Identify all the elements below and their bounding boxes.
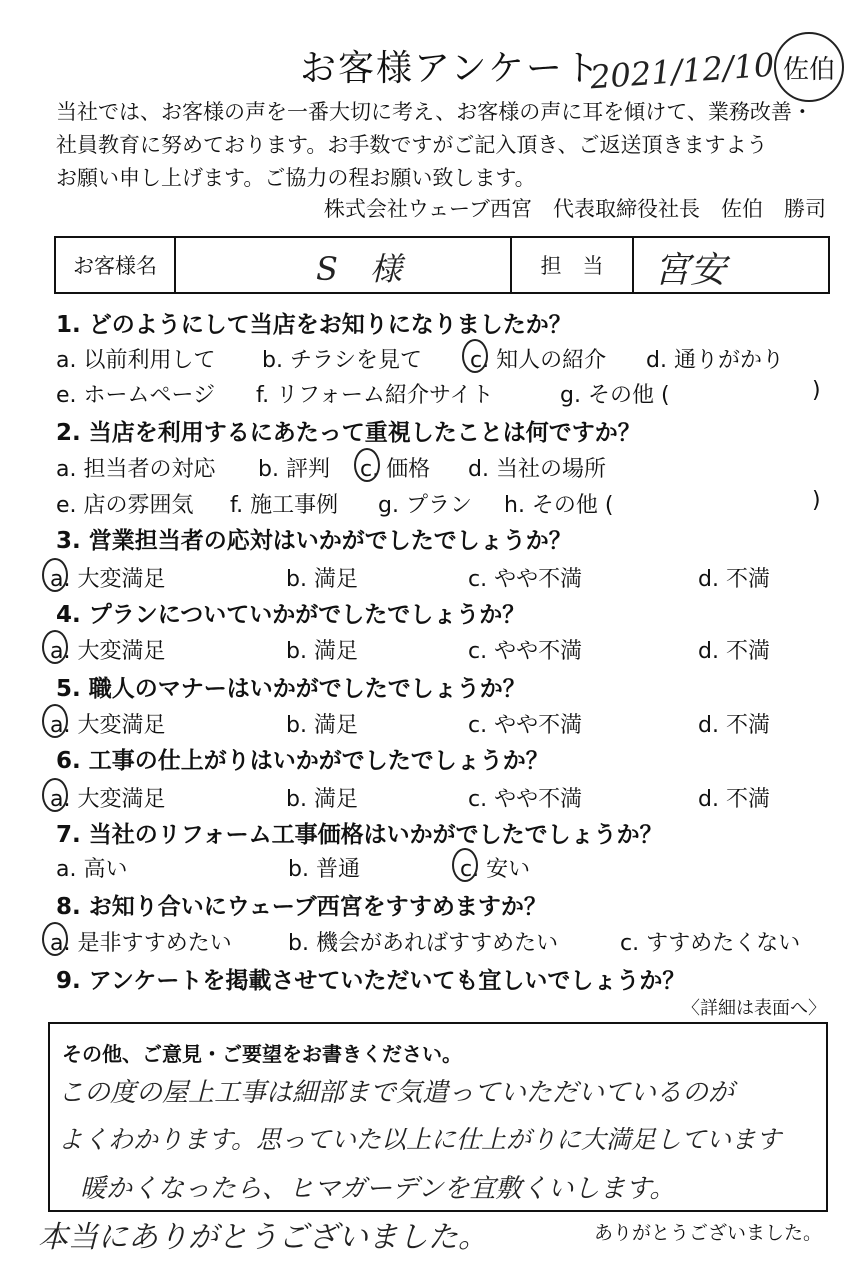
q2-option-h-close: ) xyxy=(812,488,821,513)
q5-option-c: c. やや不満 xyxy=(468,713,583,738)
q1-option-a: a. 以前利用して xyxy=(56,348,216,373)
q6-option-d: d. 不満 xyxy=(698,787,770,812)
company-line: 株式会社ウェーブ西宮 代表取締役社長 佐伯 勝司 xyxy=(323,197,826,221)
q4-option-a: a. 大変満足 xyxy=(50,639,166,664)
q1-option-e: e. ホームページ xyxy=(56,383,216,408)
q4-option-c: c. やや不満 xyxy=(468,639,583,664)
comment-label: その他、ご意見・ご要望をお書きください。 xyxy=(62,1042,462,1066)
comment-line-1: この度の屋上工事は細部まで気遣っていただいているのが xyxy=(58,1078,735,1108)
q3-option-c: c. やや不満 xyxy=(468,567,583,592)
q1-option-c: c. 知人の紹介 xyxy=(470,348,607,373)
q5-option-d: d. 不満 xyxy=(698,713,770,738)
q8-option-b: b. 機会があればすすめたい xyxy=(288,931,559,956)
q4-option-d: d. 不満 xyxy=(698,639,770,664)
q9-text: 9. アンケートを掲載させていただいても宜しいでしょうか？ xyxy=(56,968,686,994)
q1-option-f: f. リフォーム紹介サイト xyxy=(256,383,494,408)
staff-value: 宮安 xyxy=(654,250,727,291)
q7-option-b: b. 普通 xyxy=(288,857,360,882)
q2-option-f: f. 施工事例 xyxy=(230,493,339,518)
q6-text: 6. 工事の仕上がりはいかがでしたでしょうか？ xyxy=(56,748,549,774)
staff-label: 担 当 xyxy=(512,238,634,292)
q1-answer-circle xyxy=(462,339,488,373)
q6-option-c: c. やや不満 xyxy=(468,787,583,812)
intro-line-2: 社員教育に努めております。お手数ですがご記入頂き、ご返送頂きますよう xyxy=(56,133,768,157)
q2-option-c: c. 価格 xyxy=(360,457,431,482)
q4-answer-circle xyxy=(42,630,68,664)
q1-option-b: b. チラシを見て xyxy=(262,348,422,373)
q5-text: 5. 職人のマナーはいかがでしたでしょうか？ xyxy=(56,676,526,702)
q8-option-a: a. 是非すすめたい xyxy=(50,931,232,956)
handwritten-date: 2021/12/10 xyxy=(588,45,776,97)
q6-answer-circle xyxy=(42,778,68,812)
customer-table xyxy=(54,236,830,294)
q7-option-c: c. 安い xyxy=(460,857,531,882)
thanks-text: ありがとうございました。 xyxy=(593,1222,822,1244)
intro-line-1: 当社では、お客様の声を一番大切に考え、お客様の声に耳を傾けて、業務改善・ xyxy=(56,100,813,124)
q2-option-e: e. 店の雰囲気 xyxy=(56,493,194,518)
q3-text: 3. 営業担当者の応対はいかがでしたでしょうか？ xyxy=(56,528,572,554)
staff-field xyxy=(634,238,828,292)
q1-option-g: g. その他 ( xyxy=(560,383,670,408)
intro-line-3: お願い申し上げます。ご協力の程お願い致します。 xyxy=(56,166,536,190)
q3-option-a: a. 大変満足 xyxy=(50,567,166,592)
page-title: お客様アンケート xyxy=(300,48,602,89)
q7-option-a: a. 高い xyxy=(56,857,128,882)
q9-note: 〈詳細は表面へ〉 xyxy=(682,998,826,1019)
q2-option-a: a. 担当者の対応 xyxy=(56,457,216,482)
q3-option-b: b. 満足 xyxy=(286,567,358,592)
q7-answer-circle xyxy=(452,848,478,882)
q3-option-d: d. 不満 xyxy=(698,567,770,592)
q1-text: 1. どのようにして当店をお知りになりましたか？ xyxy=(56,312,572,338)
comment-box xyxy=(48,1022,828,1212)
q5-option-b: b. 満足 xyxy=(286,713,358,738)
q8-answer-circle xyxy=(42,922,68,956)
q2-text: 2. 当店を利用するにあたって重視したことは何ですか？ xyxy=(56,420,641,446)
comment-line-2: よくわかります。思っていた以上に仕上がりに大満足しています xyxy=(58,1125,782,1154)
q2-option-d: d. 当社の場所 xyxy=(468,457,606,482)
q8-option-c: c. すすめたくない xyxy=(620,931,801,956)
q1-option-g-close: ) xyxy=(812,378,821,403)
customer-name-label: お客様名 xyxy=(56,238,176,292)
q8-text: 8. お知り合いにウェーブ西宮をすすめますか？ xyxy=(56,894,547,920)
q4-text: 4. プランについていかがでしたでしょうか？ xyxy=(56,602,526,628)
q2-answer-circle xyxy=(354,448,380,482)
customer-name-value: S 様 xyxy=(316,250,402,288)
handwritten-thanks: 本当にありがとうございました。 xyxy=(38,1220,488,1255)
q5-option-a: a. 大変満足 xyxy=(50,713,166,738)
q1-option-d: d. 通りがかり xyxy=(646,348,784,373)
q6-option-b: b. 満足 xyxy=(286,787,358,812)
q2-option-b: b. 評判 xyxy=(258,457,330,482)
q2-option-g: g. プラン xyxy=(378,493,472,518)
comment-line-3: 暖かくなったら、ヒマガーデンを宜敷くいします。 xyxy=(80,1174,676,1204)
seal-stamp: 佐伯 xyxy=(774,32,844,102)
q5-answer-circle xyxy=(42,704,68,738)
q4-option-b: b. 満足 xyxy=(286,639,358,664)
q7-text: 7. 当社のリフォーム工事価格はいかがでしたでしょうか？ xyxy=(56,822,663,848)
q2-option-h: h. その他 ( xyxy=(504,493,614,518)
customer-name-field xyxy=(176,238,512,292)
q3-answer-circle xyxy=(42,558,68,592)
q6-option-a: a. 大変満足 xyxy=(50,787,166,812)
